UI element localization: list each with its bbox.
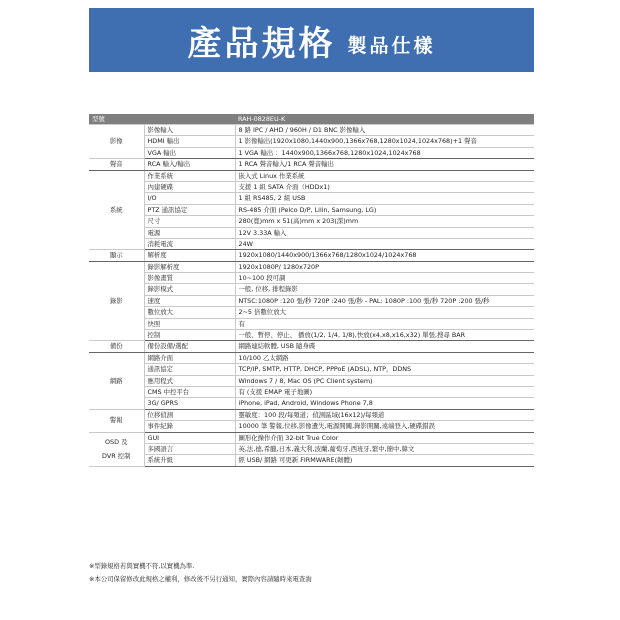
spec-label: 影像畫質 [144, 273, 235, 284]
table-row [89, 193, 534, 204]
spec-value: 1920x1080/1440x900/1366x768/1280x1024/1024x768 [235, 250, 534, 261]
table-row [89, 238, 534, 249]
table-row [89, 330, 534, 341]
table-row [89, 125, 534, 136]
spec-label: 作業系統 [144, 170, 235, 181]
spec-value: 靈敏度：100 段/每頻道；偵測區域(16x12)/每頻道 [235, 409, 534, 420]
spec-label: 尺寸 [144, 216, 235, 227]
table-row [89, 216, 534, 227]
spec-label: 事件紀錄 [144, 421, 235, 432]
spec-label: 錄影解析度 [144, 261, 235, 272]
category-cell: 顯示 [89, 250, 144, 261]
table-row [89, 455, 534, 466]
table-row [89, 352, 534, 363]
table-row [89, 318, 534, 329]
spec-value: 12V 3.33A 輸入 [235, 227, 534, 238]
spec-value: RS-485 介面 (Pelco D/P, Lilin, Samsung, LG) [235, 204, 534, 215]
spec-label: 內建硬碟 [144, 181, 235, 192]
spec-value: 24W [235, 238, 534, 249]
spec-value: TCP/IP, SMTP, HTTP, DHCP, PPPoE (ADSL), NTP，DDNS [235, 364, 534, 375]
spec-label: 消耗電流 [144, 238, 235, 249]
table-row [89, 307, 534, 318]
model-value: RAH-0828EU-K [235, 114, 534, 125]
category-cell: 備份 [89, 341, 144, 352]
table-row [89, 147, 534, 158]
table-row [89, 295, 534, 306]
category-cell: 警報 [89, 409, 144, 432]
table-row [89, 341, 534, 352]
category-cell: 聲音 [89, 159, 144, 170]
page-subtitle: 製品仕樣 [347, 34, 436, 57]
spec-value: 英,法,德,希臘,日本,義大利,波蘭,葡萄牙,西班牙,繁中,簡中,韓文 [235, 443, 534, 454]
category-cell: OSD 及 DVR 控制 [89, 432, 144, 466]
table-row [89, 204, 534, 215]
spec-value: Windows 7 / 8, Mac OS (PC Client system) [235, 375, 534, 386]
spec-table [89, 114, 534, 467]
spec-value: 網路連結軟體, USB 隨身碟 [235, 341, 534, 352]
spec-value: 有 (支援 EMAP 電子地圖) [235, 386, 534, 397]
spec-label: 錄影模式 [144, 284, 235, 295]
spec-label: 備份設備/選配 [144, 341, 235, 352]
spec-label: 網路介面 [144, 352, 235, 363]
table-row [89, 159, 534, 170]
spec-label: 應用程式 [144, 375, 235, 386]
spec-value: 1 影像輸出(1920x1080,1440x900,1366x768,1280x1024,1024x768)+1 聲音 [235, 136, 534, 147]
spec-label: 快照 [144, 318, 235, 329]
spec-label: VGA 輸出 [144, 147, 235, 158]
table-row [89, 409, 534, 420]
spec-value: 10/100 乙太網路 [235, 352, 534, 363]
footnotes [89, 560, 312, 586]
spec-label: 電源 [144, 227, 235, 238]
spec-value: 10000 筆 警報,位移,影像遺失,電源開關,錄影開關,遠端登入,硬碟錯誤 [235, 421, 534, 432]
spec-value: 1 RCA 聲音輸入/1 RCA 聲音輸出 [235, 159, 534, 170]
table-row [89, 261, 534, 272]
page-title: 產品規格 [187, 23, 336, 64]
spec-value: 支援 1 組 SATA 介面（HDDx1) [235, 181, 534, 192]
table-row [89, 284, 534, 295]
category-cell: 影像 [89, 125, 144, 159]
spec-value: 1 組 RS485, 2 組 USB [235, 193, 534, 204]
spec-label: 數位放大 [144, 307, 235, 318]
spec-value: 有 [235, 318, 534, 329]
spec-label: PTZ 通訊協定 [144, 204, 235, 215]
model-row [89, 114, 534, 125]
spec-label: GUI [144, 432, 235, 443]
spec-label: 系統升級 [144, 455, 235, 466]
spec-label: RCA 輸入/輸出 [144, 159, 235, 170]
spec-label: HDMI 輸出 [144, 136, 235, 147]
spec-value: 1920x1080P/ 1280x720P [235, 261, 534, 272]
spec-label: 3G/ GPRS [144, 398, 235, 409]
table-row [89, 170, 534, 181]
spec-value: iPhone, iPad, Android, Windows Phone 7,8 [235, 398, 534, 409]
category-cell: 網路 [89, 352, 144, 409]
spec-value: 280(寬)mm x 51(高)mm x 203(深)mm [235, 216, 534, 227]
table-row [89, 421, 534, 432]
category-cell: 錄影 [89, 261, 144, 341]
spec-value: 經 USB/ 網路 可更新 FIRMWARE(韌體) [235, 455, 534, 466]
spec-label: 影像輸入 [144, 125, 235, 136]
spec-label: 通訊協定 [144, 364, 235, 375]
spec-value: 圖形化操作介面 32-bit True Color [235, 432, 534, 443]
spec-value: 嵌入式 Linux 作業系統 [235, 170, 534, 181]
table-row [89, 386, 534, 397]
spec-value: 一般、暫停、停止、 播放(1/2, 1/4, 1/8),快放(x4,x8,x16,x32) 單張,搜尋 BAR [235, 330, 534, 341]
footnote: ※本公司保留修改此規格之權利，修改後不另行通知，實際內容請隨時來電查詢 [89, 575, 312, 583]
spec-label: 位移偵測 [144, 409, 235, 420]
spec-label: 控制 [144, 330, 235, 341]
title-banner [89, 8, 534, 72]
spec-value: 8 路 IPC / AHD / 960H / D1 BNC 影像輸入 [235, 125, 534, 136]
table-row [89, 364, 534, 375]
table-row [89, 250, 534, 261]
spec-value: 1 VGA 輸出 ：1440x900,1366x768,1280x1024,1024x768 [235, 147, 534, 158]
spec-value: 一般, 位移, 排程錄影 [235, 284, 534, 295]
spec-label: I/O [144, 193, 235, 204]
table-row [89, 398, 534, 409]
table-row [89, 181, 534, 192]
table-row [89, 375, 534, 386]
spec-label: CMS 中控平台 [144, 386, 235, 397]
spec-label: 多國語言 [144, 443, 235, 454]
table-row [89, 136, 534, 147]
model-label: 型號 [89, 114, 144, 125]
table-row [89, 273, 534, 284]
table-row [89, 227, 534, 238]
table-row [89, 443, 534, 454]
spec-value: NTSC:1080P :120 張/秒 720P :240 張/秒 - PAL: 1080P :100 張/秒 720P :200 張/秒 [235, 295, 534, 306]
spec-value: 10~100 段可調 [235, 273, 534, 284]
spec-label: 解析度 [144, 250, 235, 261]
spec-value: 2~5 倍數位放大 [235, 307, 534, 318]
table-row [89, 432, 534, 443]
category-cell: 系統 [89, 170, 144, 250]
spec-label: 速度 [144, 295, 235, 306]
footnote: ※型錄規格若與實機不符,以實機為準. [89, 562, 195, 570]
